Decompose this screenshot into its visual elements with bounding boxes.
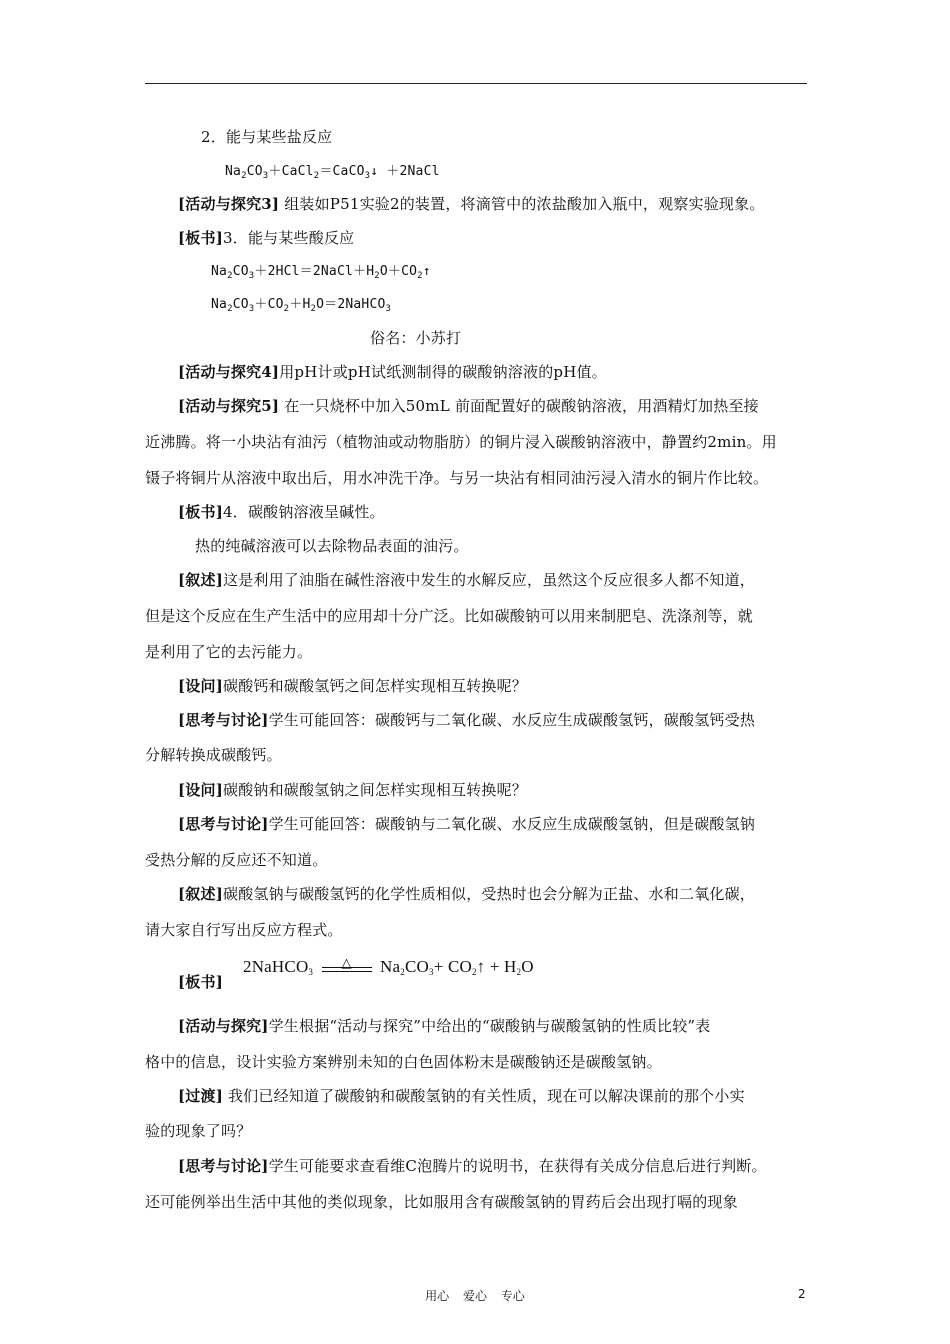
board-3: [板书]3．能与某些酸反应 xyxy=(178,229,355,247)
board-4-note: 热的纯碱溶液可以去除物品表面的油污。 xyxy=(195,537,469,555)
activity-4: [活动与探究4]用pH计或pH试纸测制得的碳酸钠溶液的pH值。 xyxy=(178,363,607,381)
question-2: [设问]碳酸钠和碳酸氢钠之间怎样实现相互转换呢？ xyxy=(178,781,528,799)
discussion-1: [思考与讨论]学生可能回答：碳酸钙与二氧化碳、水反应生成碳酸氢钙，碳酸氢钙受热 xyxy=(178,711,756,729)
header-rule xyxy=(145,83,807,84)
board-4: [板书]4．碳酸钠溶液呈碱性。 xyxy=(178,503,385,521)
equation-na2co3-cacl2: $Na_2CO_3+CaCl_2=CaCO_3↓$ ＋2NaCl xyxy=(225,164,440,181)
transition: [过渡] 我们已经知道了碳酸钠和碳酸氢钠的有关性质，现在可以解决课前的那个小实 xyxy=(178,1087,745,1105)
equation-decomposition: 2NaHCO$_3$ △ $Na_2CO_3+$ $CO_2↑ + H_2O$ xyxy=(243,954,534,977)
narration-2: [叙述]碳酸氢钠与碳酸氢钙的化学性质相似，受热时也会分解为正盐、水和二氧化碳， xyxy=(178,885,756,903)
narration-1: [叙述]这是利用了油脂在碱性溶液中发生的水解反应，虽然这个反应很多人都不知道， xyxy=(178,571,756,589)
discussion-2-cont: 受热分解的反应还不知道。 xyxy=(145,851,328,869)
narration-1-cont-2: 是利用了它的去污能力。 xyxy=(145,643,313,661)
equation-na2co3-hcl: $Na_2CO_3+2HCl=2NaCl+H_2O+CO_2↑$ xyxy=(211,264,431,281)
discussion-3: [思考与讨论]学生可能要求查看维C泡腾片的说明书，在获得有关成分信息后进行判断。 xyxy=(178,1157,767,1175)
discussion-1-cont: 分解转换成碳酸钙。 xyxy=(145,746,282,764)
board-equation-label: [板书] xyxy=(178,973,223,991)
para-salt-reaction: 2．能与某些盐反应 xyxy=(201,128,333,146)
equation-na2co3-co2: $Na_2CO_3+CO_2+H_2O=2NaHCO_3$ xyxy=(211,297,392,314)
activity-5: [活动与探究5] 在一只烧杯中加入50mL 前面配置好的碳酸钠溶液，用酒精灯加热至接 xyxy=(178,397,759,415)
activity-5-cont-2: 镊子将铜片从溶液中取出后，用水冲洗干净。与另一块沾有相同油污浸入清水的铜片作比较。 xyxy=(145,469,769,487)
common-name: 俗名：小苏打 xyxy=(370,329,462,347)
activity-5-cont-1: 近沸腾。将一小块沾有油污（植物油或动物脂肪）的铜片浸入碳酸钠溶液中，静置约2min。用 xyxy=(145,433,777,451)
transition-cont: 验的现象了吗？ xyxy=(145,1122,252,1140)
discussion-3-cont: 还可能例举出生活中其他的类似现象，比如服用含有碳酸氢钠的胃药后会出现打嗝的现象 xyxy=(145,1193,738,1211)
question-1: [设问]碳酸钙和碳酸氢钙之间怎样实现相互转换呢？ xyxy=(178,677,528,695)
heat-condition-arrow: △ xyxy=(322,965,372,972)
narration-2-cont: 请大家自行写出反应方程式。 xyxy=(145,921,343,939)
page-number: 2 xyxy=(798,1287,806,1301)
activity-6: [活动与探究]学生根据“活动与探究”中给出的“碳酸钠与碳酸氢钠的性质比较”表 xyxy=(178,1017,711,1035)
page-footer: 用心 爱心 专心 xyxy=(425,1289,525,1303)
activity-3: [活动与探究3] 组装如P51实验2的装置，将滴管中的浓盐酸加入瓶中，观察实验现象。 xyxy=(178,195,765,213)
narration-1-cont-1: 但是这个反应在生产生活中的应用却十分广泛。比如碳酸钠可以用来制肥皂、洗涤剂等，就 xyxy=(145,607,754,625)
activity-6-cont: 格中的信息，设计实验方案辨别未知的白色固体粉末是碳酸钠还是碳酸氢钠。 xyxy=(145,1053,662,1071)
discussion-2: [思考与讨论]学生可能回答：碳酸钠与二氧化碳、水反应生成碳酸氢钠，但是碳酸氢钠 xyxy=(178,815,756,833)
